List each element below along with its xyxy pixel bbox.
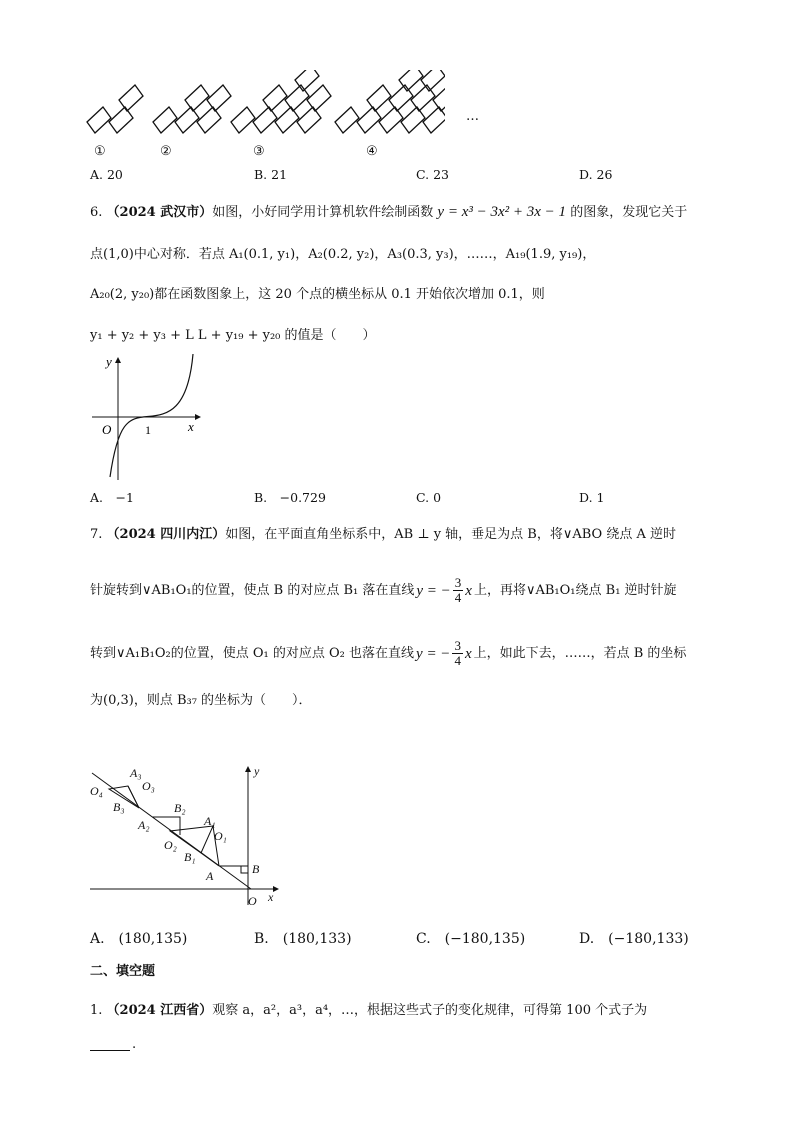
- rhombus-shape: [379, 107, 403, 133]
- fill1-text: 观察 a，a²，a³，a⁴，…，根据这些式子的变化规律，可得第 100 个式子为: [212, 1003, 648, 1018]
- q7-text-1: 如图，在平面直角坐标系中，AB ⊥ y 轴，垂足为点 B，将∨ABO 绕点 A 逆时: [225, 527, 677, 542]
- rhombus-shape: [185, 85, 209, 111]
- graph-x-label: x: [188, 419, 194, 434]
- rhombus-shape: [253, 107, 277, 133]
- q7-option-c[interactable]: C. (−180,135): [416, 931, 526, 947]
- triangle-ABO: [219, 866, 248, 889]
- cubic-function-graph: [90, 352, 210, 482]
- q7-text-2a: 针旋转到∨AB₁O₁的位置，使点 B 的对应点 B₁ 落在直线: [90, 582, 415, 598]
- figure-label-3: ③: [253, 144, 265, 159]
- q6-option-d[interactable]: D. 1: [579, 490, 605, 505]
- fig-label-A3: A₃: [130, 766, 142, 780]
- fig-label-A1: A₁: [204, 814, 216, 828]
- fig-label-O: O: [248, 894, 257, 908]
- q7-text-3b: 上，如此下去，……，若点 B 的坐标: [473, 645, 687, 661]
- fig-label-B3: B₃: [113, 800, 125, 814]
- rhombus-shape: [207, 85, 231, 111]
- q7-source: （2024 四川内江）: [106, 527, 226, 542]
- fig-label-O3: O₃: [142, 779, 155, 793]
- fig-label-B2: B₂: [174, 801, 186, 815]
- graph-one-label: 1: [145, 423, 151, 437]
- fig-label-B1: B₁: [184, 850, 196, 864]
- q5-option-a[interactable]: A. 20: [90, 167, 123, 182]
- fig-label-y: y: [254, 764, 260, 778]
- q6-option-c[interactable]: C. 0: [416, 490, 442, 505]
- q6-function: y = x³ − 3x² + 3x − 1: [437, 204, 567, 220]
- rhombus-shape: [275, 107, 299, 133]
- fill1-period: .: [132, 1037, 137, 1052]
- q6-option-b[interactable]: B. −0.729: [254, 490, 326, 505]
- q5-option-d[interactable]: D. 26: [579, 167, 613, 182]
- q7-text-2b: 上，再将∨AB₁O₁绕点 B₁ 逆时针旋: [473, 582, 677, 598]
- fig-label-O4: O₄: [90, 784, 103, 798]
- fig-label-B: B: [252, 862, 260, 876]
- q6-source: （2024 武汉市）: [106, 205, 213, 220]
- rhombus-shape: [175, 107, 199, 133]
- q6-line1: [90, 203, 687, 222]
- figure-label-2: ②: [160, 144, 172, 159]
- fill1-answer-blank[interactable]: [90, 1049, 130, 1051]
- rhombus-shape: [87, 107, 111, 133]
- q6-number: 6.: [90, 205, 103, 220]
- rhombus-shape: [109, 107, 133, 133]
- fill1-number: 1.: [90, 1003, 103, 1018]
- q6-text-b: 的图象，发现它关于: [570, 205, 688, 220]
- q6-line3: A₂₀(2, y₂₀)都在函数图象上，这 20 个点的横坐标从 0.1 开始依次增加 0.1，则: [90, 287, 545, 302]
- rotation-geometry-figure: [88, 755, 288, 910]
- rhombus-shape: [119, 85, 143, 111]
- q7-option-d[interactable]: D. (−180,133): [579, 931, 689, 947]
- fill1-source: （2024 江西省）: [106, 1003, 213, 1018]
- rhombus-shape: [197, 107, 221, 133]
- q6-line2: 点(1,0)中心对称．若点 A₁(0.1, y₁)，A₂(0.2, y₂)，A₃(0.3, y₃)，……，A₁₉(1.9, y₁₉)，: [90, 247, 596, 262]
- fig-label-x: x: [268, 890, 274, 904]
- line-equation-1: y = − $\frac{3}{4}$ x: [416, 575, 472, 605]
- rhombus-shape: [153, 107, 177, 133]
- fig-label-A: A: [206, 869, 214, 883]
- figure-label-1: ①: [94, 144, 106, 159]
- fig-label-A2: A₂: [138, 818, 150, 832]
- rhombus-shape: [263, 85, 287, 111]
- q5-option-c[interactable]: C. 23: [416, 167, 449, 182]
- figure-label-4: ④: [366, 144, 378, 159]
- rhombus-shape: [231, 107, 255, 133]
- q7-number: 7.: [90, 527, 103, 542]
- q7-line2: [90, 576, 677, 605]
- section-title-fill-in: 二、填空题: [90, 964, 156, 979]
- rhombus-shape: [401, 107, 425, 133]
- graph-origin-label: O: [102, 422, 112, 437]
- rhombus-shape: [335, 107, 359, 133]
- q7-text-3a: 转到∨A₁B₁O₂的位置，使点 O₁ 的对应点 O₂ 也落在直线: [90, 645, 415, 661]
- fill1-line1: [90, 1002, 647, 1020]
- q7-line3: [90, 639, 686, 668]
- q6-option-a[interactable]: A. −1: [90, 490, 134, 505]
- q6-line4: y₁ + y₂ + y₃ + L L + y₁₉ + y₂₀ 的值是（ ）: [90, 328, 376, 343]
- ellipsis: …: [466, 109, 481, 124]
- fig-label-O1: O₁: [214, 829, 227, 843]
- q7-line4: 为(0,3)，则点 B₃₇ 的坐标为（ ）．: [90, 693, 312, 708]
- q7-option-b[interactable]: B. (180,133): [254, 931, 352, 947]
- q6-text-a: 如图，小好同学用计算机软件绘制函数: [212, 205, 434, 220]
- rhombus-shape: [357, 107, 381, 133]
- q7-option-a[interactable]: A. (180,135): [90, 931, 188, 947]
- cubic-curve: [110, 354, 193, 477]
- line-equation-2: y = − $\frac{3}{4}$ x: [416, 638, 472, 668]
- graph-y-label: y: [106, 354, 112, 369]
- rhombus-pattern-figures: [85, 70, 445, 145]
- q5-option-b[interactable]: B. 21: [254, 167, 288, 182]
- fig-label-O2: O₂: [164, 838, 177, 852]
- rhombus-shape: [297, 107, 321, 133]
- rhombus-shape: [307, 85, 331, 111]
- q7-line1: [90, 526, 676, 544]
- rhombus-shape: [367, 85, 391, 111]
